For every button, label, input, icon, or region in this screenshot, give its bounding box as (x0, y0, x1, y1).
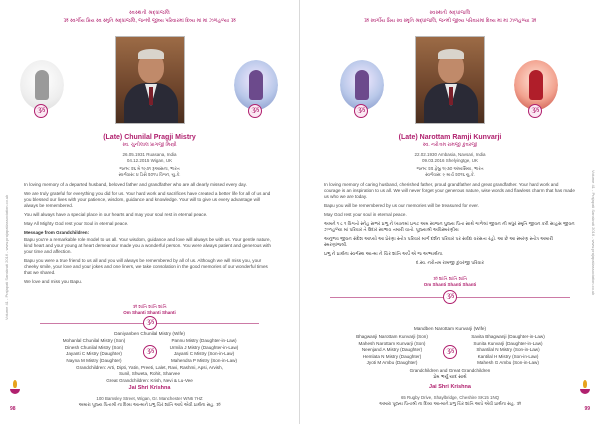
family-member: Mahesh G Ambu (Son-in-Law) (477, 360, 539, 366)
tribute-paragraph: Bapu you will be remembered by us our memories will be treasured for ever. (324, 203, 479, 208)
spine-label: Volume 41 - Prajapati Sanskruti 2016 - www.prajapatiassociation.co.uk (4, 194, 9, 320)
life-dates-gujarati (0, 166, 299, 177)
grandchildren-list: Grandchildren: Arti, Dipti, Yatin, Preeti, Lalet, Ravi, Rashmi, Apsi, Arvish, (76, 365, 223, 370)
right-heading (300, 10, 600, 24)
right-page (300, 0, 600, 424)
portrait-photo (415, 36, 485, 124)
gujarati-paragraph: અમને ૧ ૮ ૧ વિગતો સ્નેહ સભર પ્રભુ ને ધ્યાનમાં પ્રગટ અમ સ્વજન પુજ્ય પિતા સાથે ગાળેલાં જીવન ની મધુર સ્મૃતિ જીવન કરી સાહસ જીવન ઝળહળ્યા માં પરિવાર તે ઉદાર સ્વભાવ તમારી વાતો. પૂજ્યશ્રી અવિસ્મરણીય (324, 221, 575, 232)
family-member: Nayna M Mistry (Daughter) (66, 357, 122, 363)
grandchildren-list: Sunil, Shweta, Rohit, Sharvee (118, 371, 181, 377)
deceased-name-gujarati: સ્વ. ચુનીલાલ પ્રાગજી મિસ્ત્રી (122, 142, 177, 148)
deity-painting-image (340, 60, 384, 110)
om-shanti (0, 304, 299, 316)
family-member: Jayanti C Mistry (Son-in-Law) (173, 351, 235, 357)
family-title: Daniyanben Chunilal Mistry (Wife) (114, 331, 185, 336)
grandchildren-list: Grandchildren and Great Grandchildren (409, 368, 491, 373)
page-number: 99 (584, 406, 590, 412)
diya-icon (580, 380, 590, 398)
spine-text (4, 170, 12, 320)
family-list-left (50, 338, 138, 364)
tribute-paragraph: May God rest your soul in eternal peace. (324, 212, 407, 217)
family-member: Jayanti C Mistry (Daughter) (66, 351, 122, 357)
heading-text: સ્વસ્થતી શ્રદ્ધાંજલિ (129, 10, 170, 16)
grandchildren-paragraph: Bapu you're a remarkable role model to us all. Your wisdom, guidance and love will always be with us. Your gentle nature, kind heart and your young at heart demeanour made you a wonderful person. You were always patient and generous with your time and affection. (24, 237, 271, 254)
diya-icon (10, 380, 20, 398)
om-icon: ૐ (354, 104, 368, 118)
family-member: Sunita Kunvarji (Daughter-in-Law) (473, 340, 543, 346)
family-member: Neenjand A Mistry (Daughter) (361, 347, 423, 353)
family-member: Mohanlal Chunilal Mistry (Son) (62, 338, 126, 343)
tribute-paragraph: You will always have a special place in our hearts and may your soul rest in eternal peace. (24, 212, 208, 217)
om-icon: ૐ (443, 290, 457, 304)
family-title: Mandben Narottam Kunvarji (Wife) (413, 326, 487, 331)
page-number: 98 (10, 406, 16, 412)
family-member: Urmila J Mistry (Daughter-in-Law) (169, 344, 239, 350)
family-member: Bhagwanji Narottam Kunvarji (Son) (356, 334, 428, 339)
deity-painting-image (234, 60, 278, 110)
family-footer (0, 365, 299, 384)
family-member: Kantilal H Mistry (Son-in-Law) (477, 353, 539, 359)
family-list-left (348, 334, 436, 367)
om-shanti-gujarati: ૐ શાંતિ શાંતિ શાંતિ (432, 276, 468, 281)
tribute-paragraph: We are truly grateful for everything you did for us. Your hard work and sacrifices have created a better life for all of us and you blessed our lives with your patience, wisdom, guidance and knowledge. Your will to give us every advantage will always be remembered. (24, 191, 271, 208)
gujarati-paragraph: પ્રભુ ને પ્રાર્થના સ્વર્ગસ્થ આત્મા ને ચિર શાંતિ અર્પે એ જ અભ્યર્થના. (324, 251, 444, 256)
grandchildren-paragraph: Bapu you were a true friend to us all and you will always be remembered by all of us. Although we will miss you, your cheeky smile, your love and your jokes and one liners, we take consolation in the good memories of our wonderful times that we shared. (24, 258, 268, 275)
spine-text (588, 170, 596, 320)
tribute-paragraph: May All Mighty God rest your Soul in eternal peace. (24, 221, 129, 226)
family-member: Mahendra P Mistry (Son-in-Law) (170, 357, 238, 363)
life-dates (300, 152, 600, 164)
tribute-paragraph: In loving memory of caring husband, cherished father, proud grandfather and great grandfather. Your hard work and courage is an inspiration to us all. We will never forget your generous nature, wise words and flawless charm that has made us who we are today. (324, 182, 575, 199)
subheading-text: ૐ સ્વર્ગીય પ્રિય સ્વ સ્મૃતિ શ્રદ્ધાંજલિ, જન્મી જીવ્ય પરિવારમાં દિવ્ય માં માં ઝળહળ્યા ૐ (63, 18, 236, 24)
death-date: 09.03.2016 Shelyingtge, UK (421, 158, 479, 163)
signoff: Jai Shri Krishna (128, 385, 171, 391)
birth-date-gujarati: જન્મ: ૨૨ ફેબ્રુ ૧૯૩૦ અંબાસિયા, ભારત (416, 166, 484, 171)
address-gujarati: અમારા પૂજ્ય પિતાશ્રી ના દિવ્ય આત્માને પ્રભુ ચિર શાંતિ આપે એવી પ્રાર્થના સહ. ૐ (78, 402, 221, 407)
deceased-name: (Late) Narottam Ramji Kunvarji (398, 134, 502, 141)
address (0, 396, 299, 408)
deceased-name: (Late) Chunilal Pragji Mistry (103, 134, 196, 141)
address-english: 65 Rugby Drive, Shaylbridge, Cheshire SK15 1NQ (400, 395, 500, 400)
family-member: Jyoti M Ambu (Daughter) (366, 360, 418, 366)
life-dates-gujarati (300, 166, 600, 177)
deceased-name-gujarati: સ્વ. નરોત્તમ રામજી કુંવરજી (422, 142, 478, 148)
om-icon: ૐ (143, 345, 157, 359)
om-icon: ૐ (528, 104, 542, 118)
address (300, 395, 600, 407)
address-english: 100 Bamsley Street, Wigan, Gr. Manchester WN6 7HZ (96, 396, 203, 401)
om-icon: ૐ (34, 104, 48, 118)
death-date-gujarati: સ્વર્ગવાસ: ૪ ડિસે ૨૦૧૫ વિગન, યુ.કે. (118, 171, 181, 177)
family-member: Savita Bhagwanji (Daughter-in-Law) (471, 334, 545, 339)
death-date-gujarati: સ્વર્ગવાસ: ૯ માર્ચ ૨૦૧૬ યુ.કે. (425, 171, 475, 177)
signoff: Jai Shri Krishna (429, 384, 471, 390)
om-icon: ૐ (248, 104, 262, 118)
name-block (300, 134, 600, 148)
portrait-photo (115, 36, 185, 124)
life-dates (0, 152, 299, 164)
gujarati-remembrance: પ્રેમ ભર્યું યાદ સાથે (433, 374, 467, 380)
deity-sketch-image (20, 60, 64, 110)
om-shanti-english: Om Shanti Shanti Shanti (123, 310, 176, 315)
om-icon: ૐ (143, 316, 157, 330)
om-shanti (300, 276, 600, 288)
family-member: Mahesh Narottam Kunvarji (Son) (358, 340, 426, 346)
gujarati-family-line: દ.સ્વ. નરોત્તમ રામજી કુંવરજી પરિવાર (416, 260, 484, 265)
grandchildren-paragraph: We love and miss you Bapu. (24, 279, 83, 284)
address-gujarati: અમારા પૂજ્ય પિતાશ્રી ના દિવ્ય આત્માને પ્રભુ ચિર શાંતિ આપે એવી પ્રાર્થના સહ. ૐ (379, 401, 521, 406)
birth-date: 22.02.1930 Ambasia, Navsari, India (414, 152, 486, 157)
name-block (0, 134, 299, 148)
family-footer (300, 368, 600, 381)
birth-date-gujarati: જન્મ: ૨૬ મે ૧૯૩૧ રૂઆસના, ભારત (119, 166, 180, 171)
om-shanti-gujarati: ૐ શાંતિ શાંતિ શાંતિ (132, 304, 167, 309)
family-member: Hemlata N Mistry (Daughter) (362, 353, 422, 359)
family-list-right (464, 334, 552, 367)
om-icon: ૐ (443, 345, 457, 359)
heading-text: સ્વસ્થતી શ્રદ્ધાંજલિ (429, 10, 471, 16)
subheading-text: ૐ સ્વર્ગીય પ્રિય સ્વ સ્મૃતિ શ્રદ્ધાંજલિ, જન્મી જીવ્ય પરિવારમાં દિવ્ય માં માં ઝળહળ્યા ૐ (363, 18, 537, 24)
grandchildren-heading: Message from Grandchildren: (24, 230, 90, 235)
tribute-text (324, 182, 576, 269)
om-shanti-english: Om Shanti Shanti Shanti (423, 282, 477, 287)
tribute-paragraph: In loving memory of a departed husband, beloved father and grandfather who are all dearly missed every day. (24, 182, 247, 187)
spine-label: Volume 41 - Prajapati Sanskruti 2016 - www.prajapatiassociation.co.uk (591, 170, 596, 296)
great-grandchildren-list: Great Grandchildren: Krish, Nevi & Lu-Vee (106, 377, 193, 383)
tribute-text (24, 182, 275, 288)
gujarati-paragraph: અનુભવ જીવન સંદેશ આપ્યો આ પ્રેરણા સ્તોત્ર પરિવાર માર્ગ દર્શન પરિવાર પર સર્વદા વરસતા રહો. આ છે આ સ્મરણ સ્તોત્ર અમારી સ્મરણાંજલી. (324, 236, 554, 247)
left-heading (0, 10, 299, 24)
family-member: Pannu Mistry (Daughter-in-Law) (171, 338, 237, 343)
deity-shrine-image (514, 60, 558, 110)
birth-date: 26.05.1931 Ruasana, India (122, 152, 177, 157)
family-list-right (160, 338, 248, 364)
death-date: 04.12.2015 Wigan, UK (126, 158, 173, 163)
family-member: Dinesh Chunilal Mistry (Son) (64, 344, 124, 350)
family-member: Shantilal N Mistry (Son-in-Law) (476, 347, 540, 353)
